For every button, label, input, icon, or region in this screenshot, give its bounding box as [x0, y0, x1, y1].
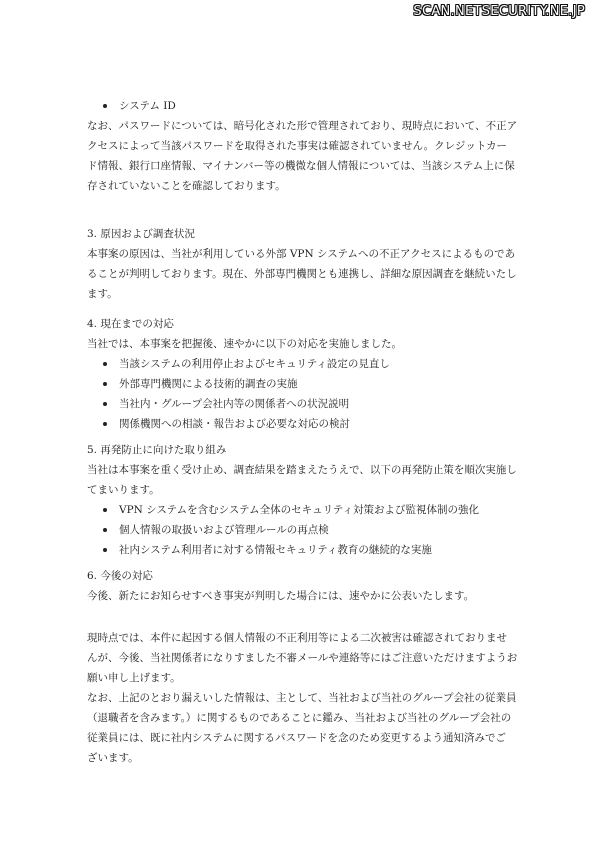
list-item-text: 社内システム利用者に対する情報セキュリティ教育の継続的な実施 — [119, 544, 432, 556]
paragraph-line: 本事案の原因は、当社が利用している外部 VPN システムへの不正アクセスによるものであ — [87, 248, 516, 260]
bullet-icon — [103, 508, 107, 512]
list-item — [87, 354, 510, 374]
list-item-text: 関係機関への相談・報告および必要な対応の検討 — [119, 418, 350, 430]
paragraph-line: ド情報、銀行口座情報、マイナンバー等の機微な個人情報については、当該システム上に保 — [87, 160, 515, 172]
section-heading: 6. 今後の対応 — [87, 570, 153, 582]
list-item — [87, 96, 510, 116]
list-item — [87, 414, 510, 434]
paragraph-line: 願い申し上げます。 — [87, 672, 181, 684]
section-future — [87, 566, 510, 606]
paragraph-line: 当社は本事案を重く受け止め、調査結果を踏まえたうえで、以下の再発防止策を順次実施し — [87, 464, 517, 476]
bullet-icon — [103, 422, 107, 426]
bullet-icon — [103, 548, 107, 552]
paragraph-line: ざいます。 — [87, 752, 139, 764]
paragraph-line: んが、今後、当社関係者になりすました不審メールや連絡等にはご注意いただけますようお — [87, 652, 518, 664]
prevention-list — [87, 500, 510, 560]
paragraph-line: 従業員には、既に社内システムに関するパスワードを念のため変更するよう通知済みでご — [87, 732, 506, 744]
list-item — [87, 520, 510, 540]
bullet-icon — [103, 104, 107, 108]
list-item — [87, 500, 510, 520]
list-item-text: 外部専門機関による技術的調査の実施 — [119, 378, 298, 390]
paragraph-line: ます。 — [87, 288, 118, 300]
section-heading: 3. 原因および調査状況 — [87, 228, 195, 240]
section-heading: 4. 現在までの対応 — [87, 318, 174, 330]
list-item — [87, 394, 510, 414]
paragraph-line: ることが判明しております。現在、外部専門機関とも連携し、詳細な原因調査を継続いたし — [87, 268, 517, 280]
bullet-icon — [103, 402, 107, 406]
paragraph-line: クセスによって当該パスワードを取得された事実は確認されていません。クレジットカー — [87, 140, 508, 152]
list-item — [87, 540, 510, 560]
list-item-text: システム ID — [119, 100, 176, 112]
password-note — [87, 116, 518, 196]
section-cause — [87, 224, 517, 304]
paragraph-line: （退職者を含みます。）に関するものであることに鑑み、当社および当社のグループ会社の — [87, 712, 512, 724]
closing-notice — [87, 628, 518, 768]
bullet-icon — [103, 382, 107, 386]
list-item-text: 当該システムの利用停止およびセキュリティ設定の見直し — [119, 358, 390, 370]
list-item-text: 個人情報の取扱いおよび管理ルールの再点検 — [119, 524, 329, 536]
list-item-text: VPN システムを含むシステム全体のセキュリティ対策および監視体制の強化 — [119, 504, 480, 516]
paragraph-line: なお、上記のとおり漏えいした情報は、主として、当社および当社のグループ会社の従業員 — [87, 692, 517, 704]
paragraph-line: 当社では、本事案を把握後、速やかに以下の対応を実施しました。 — [87, 338, 402, 350]
section-prevention — [87, 440, 517, 560]
system-id-list — [87, 96, 510, 116]
response-list — [87, 354, 510, 434]
section-heading: 5. 再発防止に向けた取り組み — [87, 444, 227, 456]
paragraph-line: 現時点では、本件に起因する個人情報の不正利用等による二次被害は確認されておりませ — [87, 632, 507, 644]
bullet-icon — [103, 528, 107, 532]
bullet-icon — [103, 362, 107, 366]
paragraph-line: 今後、新たにお知らせすべき事実が判明した場合には、速やかに公表いたします。 — [87, 590, 475, 602]
paragraph-line: 存されていないことを確認しております。 — [87, 180, 286, 192]
paragraph-line: なお、パスワードについては、暗号化された形で管理されており、現時点において、不正ア — [87, 120, 518, 132]
section-response — [87, 314, 510, 434]
source-watermark: SCAN.NETSECURITY.NE.JP — [413, 4, 585, 19]
list-item — [87, 374, 510, 394]
paragraph-line: てまいります。 — [87, 484, 160, 496]
list-item-text: 当社内・グループ会社内等の関係者への状況説明 — [119, 398, 350, 410]
